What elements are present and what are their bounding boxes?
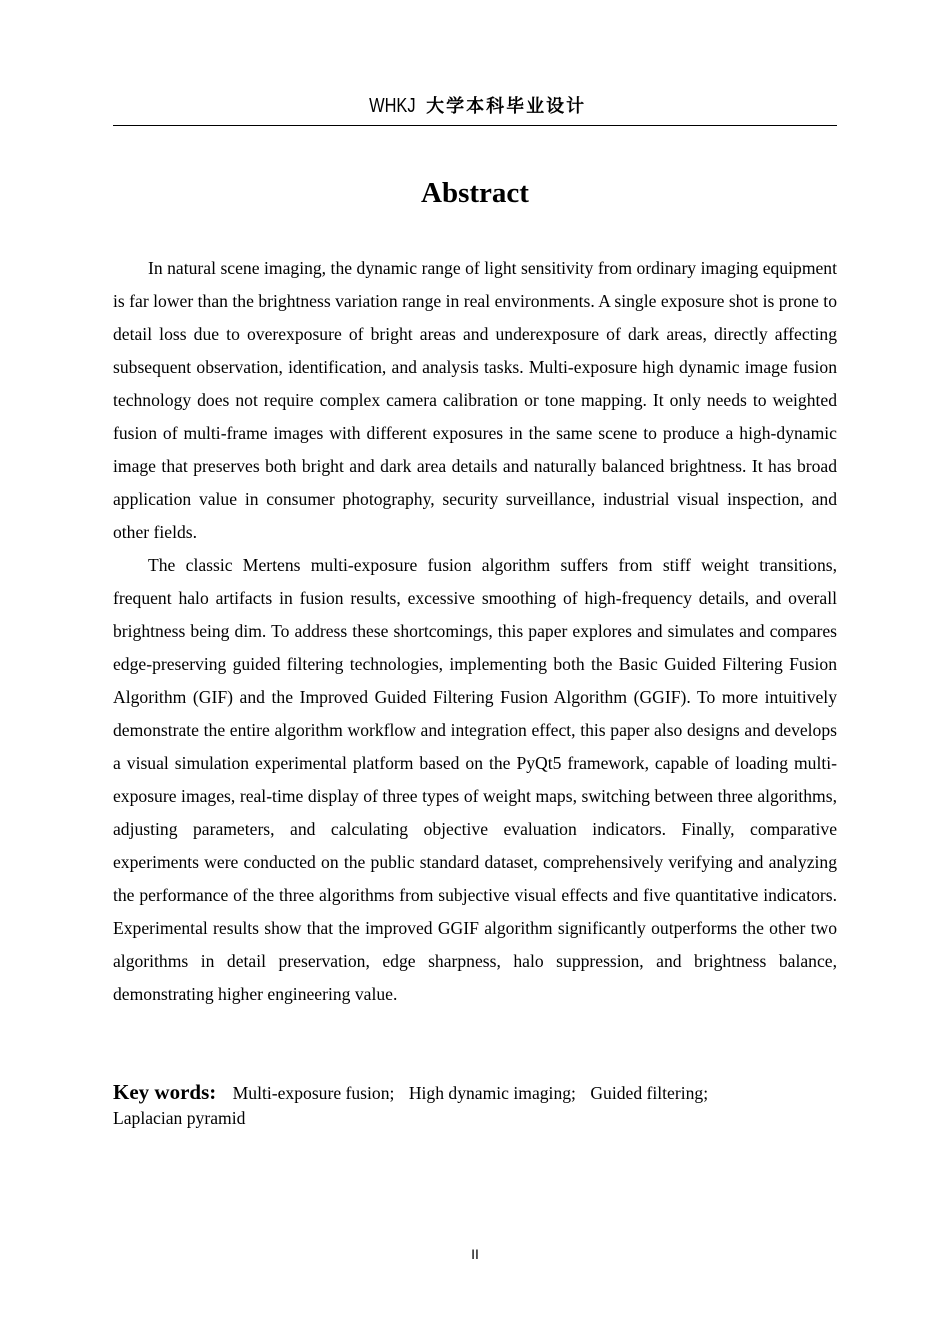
abstract-body (113, 252, 837, 1011)
keyword-item: Multi-exposure fusion; (232, 1083, 395, 1103)
keywords (113, 1080, 837, 1131)
keywords-label: Key words: (113, 1080, 217, 1104)
page-number: II (471, 1246, 479, 1262)
header-subtitle: 大学本科毕业设计 (426, 96, 587, 117)
keyword-item: Laplacian pyramid (113, 1108, 246, 1128)
running-header (113, 93, 837, 119)
abstract-paragraph-1: In natural scene imaging, the dynamic range of light sensitivity from ordinary imaging equipment is far lower than the brightness variation range in real environments. A single exposure shot is prone to detail loss due to overexposure of bright areas and underexposure of dark areas, directly affecting subsequent observation, identification, and analysis tasks. Multi-exposure high dynamic image fusion technology does not require complex camera calibration or tone mapping. It only needs to weighted fusion of multi-frame images with different exposures in the same scene to produce a high-dynamic image that preserves both bright and dark area details and naturally balanced brightness. It has broad application value in consumer photography, security surveillance, industrial visual inspection, and other fields. (113, 258, 837, 542)
header-institution: WHKJ (369, 95, 416, 117)
abstract-paragraph-2: The classic Mertens multi-exposure fusion algorithm suffers from stiff weight transitions, frequent halo artifacts in fusion results, excessive smoothing of high-frequency details, and overall brightness being dim. To address these shortcomings, this paper explores and simulates and compares edge-preserving guided filtering technologies, implementing both the Basic Guided Filtering Fusion Algorithm (GIF) and the Improved Guided Filtering Fusion Algorithm (GGIF). To more intuitively demonstrate the entire algorithm workflow and integration effect, this paper also designs and develops a visual simulation experimental platform based on the PyQt5 framework, capable of loading multi-exposure images, real-time display of three types of weight maps, switching between three algorithms, adjusting parameters, and calculating objective evaluation indicators. Finally, comparative experiments were conducted on the public standard dataset, comprehensively verifying and analyzing the performance of the three algorithms from subjective visual effects and five quantitative indicators. Experimental results show that the improved GGIF algorithm significantly outperforms the other two algorithms in detail preservation, edge sharpness, halo suppression, and brightness balance, demonstrating higher engineering value. (113, 555, 837, 1004)
page-title: Abstract (421, 177, 529, 209)
header-rule (113, 125, 837, 126)
keyword-item: High dynamic imaging; (408, 1083, 576, 1103)
keyword-item: Guided filtering; (590, 1083, 709, 1103)
